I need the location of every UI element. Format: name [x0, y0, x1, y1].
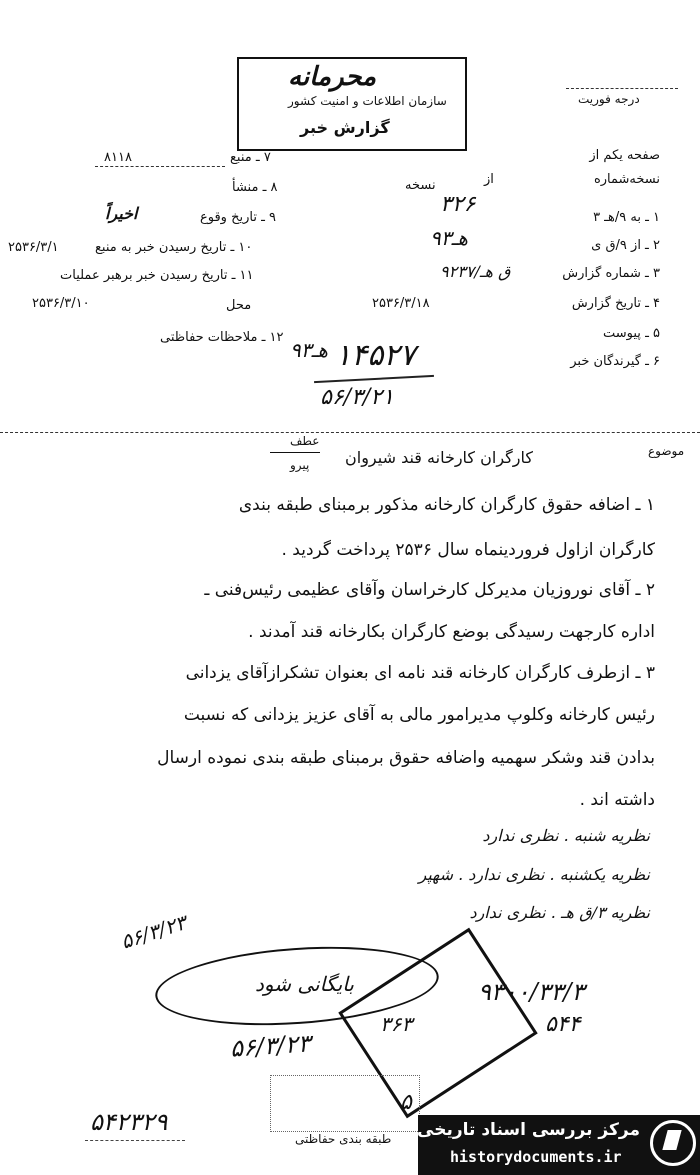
field-3-label: ۳ ـ شماره گزارش [562, 266, 660, 281]
para-3-line-4: داشته اند . [579, 790, 655, 810]
footer-number-line [85, 1140, 185, 1141]
section-divider [0, 432, 700, 433]
footer-number: ۵۴۲۳۲۹ [90, 1108, 168, 1136]
annotation-right-sub: ۵۴۴ [545, 1012, 581, 1037]
field-7-label: ۷ ـ منبع [230, 150, 271, 165]
footer-classification-box [270, 1075, 420, 1132]
field-8-label: ۸ ـ منشأ [232, 180, 278, 195]
field-11-value: ۲۵۳۶/۳/۱۰ [32, 296, 90, 311]
follow-label: پیرو [290, 458, 310, 472]
copy-unit: نسخه [405, 178, 436, 193]
para-1-line-2: کارگران ازاول فروردینماه سال ۲۵۳۶ پرداخت گردید . [281, 540, 655, 560]
confidential-stamp: محرمانه [288, 62, 377, 92]
copy-of: از [484, 172, 494, 187]
page-label: صفحه یکم از [589, 148, 660, 163]
rotated-stamp-number: ۳۶۳ [380, 1012, 413, 1036]
handwritten-big-number: ۱۴۵۲۷ [335, 338, 416, 373]
handwritten-big-sub: ۹هـ۳ [290, 338, 328, 362]
opinion-2: نظریه یکشنبه . نظری ندارد . شهپر [418, 865, 650, 884]
ref-label: عطف [290, 434, 320, 448]
para-3-line-3: بدادن قند وشکر سهمیه واضافه حقوق برمبنای طبقه بندی نموده ارسال [157, 748, 655, 768]
field-9-value: اخیراً [105, 204, 138, 223]
field-9-label: ۹ ـ تاریخ وقوع [200, 210, 277, 225]
field-11-sub: محل [226, 298, 252, 313]
field-7-line [95, 166, 225, 167]
handwritten-underline [314, 375, 434, 383]
para-2-line-1: ۲ ـ آقای نوروزیان مدیرکل کارخراسان وآقای عظیمی رئیس‌فنی ـ [204, 580, 655, 600]
ref-divider [270, 452, 320, 453]
field-7-value: ۸۱۱۸ [104, 150, 132, 165]
field-4-label: ۴ ـ تاریخ گزارش [571, 296, 660, 311]
field-4-value: ۲۵۳۶/۳/۱۸ [372, 296, 430, 311]
opinion-3: نظریه ۳/ق هـ . نظری ندارد [469, 903, 650, 922]
org-name: سازمان اطلاعات و امنیت کشور [288, 94, 447, 108]
footer-classification-label: طبقه بندی حفاظتی [295, 1132, 392, 1146]
field-2: ۲ ـ از ۹/ق ی [591, 238, 660, 253]
para-3-line-2: رئیس کارخانه وکلوپ مدیرامور مالی به آقای عزیز یزدانی که نسبت [183, 705, 655, 725]
handwritten-ref: ۹هـ۳ [430, 226, 468, 250]
filing-oval-text: بایگانی شود [255, 972, 354, 996]
watermark-org: مرکز بررسی اسناد تاریخی [417, 1120, 640, 1140]
handwritten-ref-top: ۳۲۶ [440, 192, 476, 217]
copy-label: نسخه‌شماره [593, 172, 660, 187]
field-5: ۵ ـ پیوست [603, 326, 660, 341]
opinion-1: نظریه شنبه . نظری ندارد [482, 826, 650, 845]
annotation-right-number: ۹۳۰۰/۳۳/۳ [478, 978, 585, 1006]
small-stamp-mark: ۵ [400, 1090, 412, 1115]
subject-value: کارگران کارخانه قند شیروان [345, 448, 533, 467]
handwritten-date: ۵۶/۳/۲۱ [320, 385, 394, 410]
field-6: ۶ ـ گیرندگان خبر [570, 354, 660, 369]
priority-line [566, 88, 678, 89]
field-3-value: ۹۲۳۷/ق هـ [440, 262, 511, 281]
report-subtitle: گزارش خبر [300, 118, 390, 137]
field-10-label: ۱۰ ـ تاریخ رسیدن خبر به منبع [95, 240, 253, 255]
field-10-value: ۲۵۳۶/۳/۱ [8, 240, 59, 255]
subject-label: موضوع [648, 444, 685, 458]
field-1: ۱ ـ به ۹/هـ ۳ [593, 210, 660, 225]
field-11-label: ۱۱ ـ تاریخ رسیدن خبر برهبر عملیات [60, 268, 254, 283]
annotation-bottom-date: ۵۶/۳/۲۳ [229, 1029, 312, 1063]
para-1-line-1: ۱ ـ اضافه حقوق کارگران کارخانه مذکور برمبنای طبقه بندی [238, 495, 655, 515]
field-12-label: ۱۲ ـ ملاحظات حفاظتی [160, 330, 284, 345]
priority-label: درجه فوریت [578, 92, 640, 106]
watermark-url: historydocuments.ir [450, 1148, 622, 1166]
annotation-date-left: ۵۶/۳/۲۳ [117, 910, 190, 954]
para-2-line-2: اداره کارجهت رسیدگی بوضع کارگران بکارخانه قند آمدند . [248, 622, 655, 642]
para-3-line-1: ۳ ـ ازطرف کارگران کارخانه قند نامه ای بعنوان تشکرازآقای یزدانی [185, 663, 655, 683]
